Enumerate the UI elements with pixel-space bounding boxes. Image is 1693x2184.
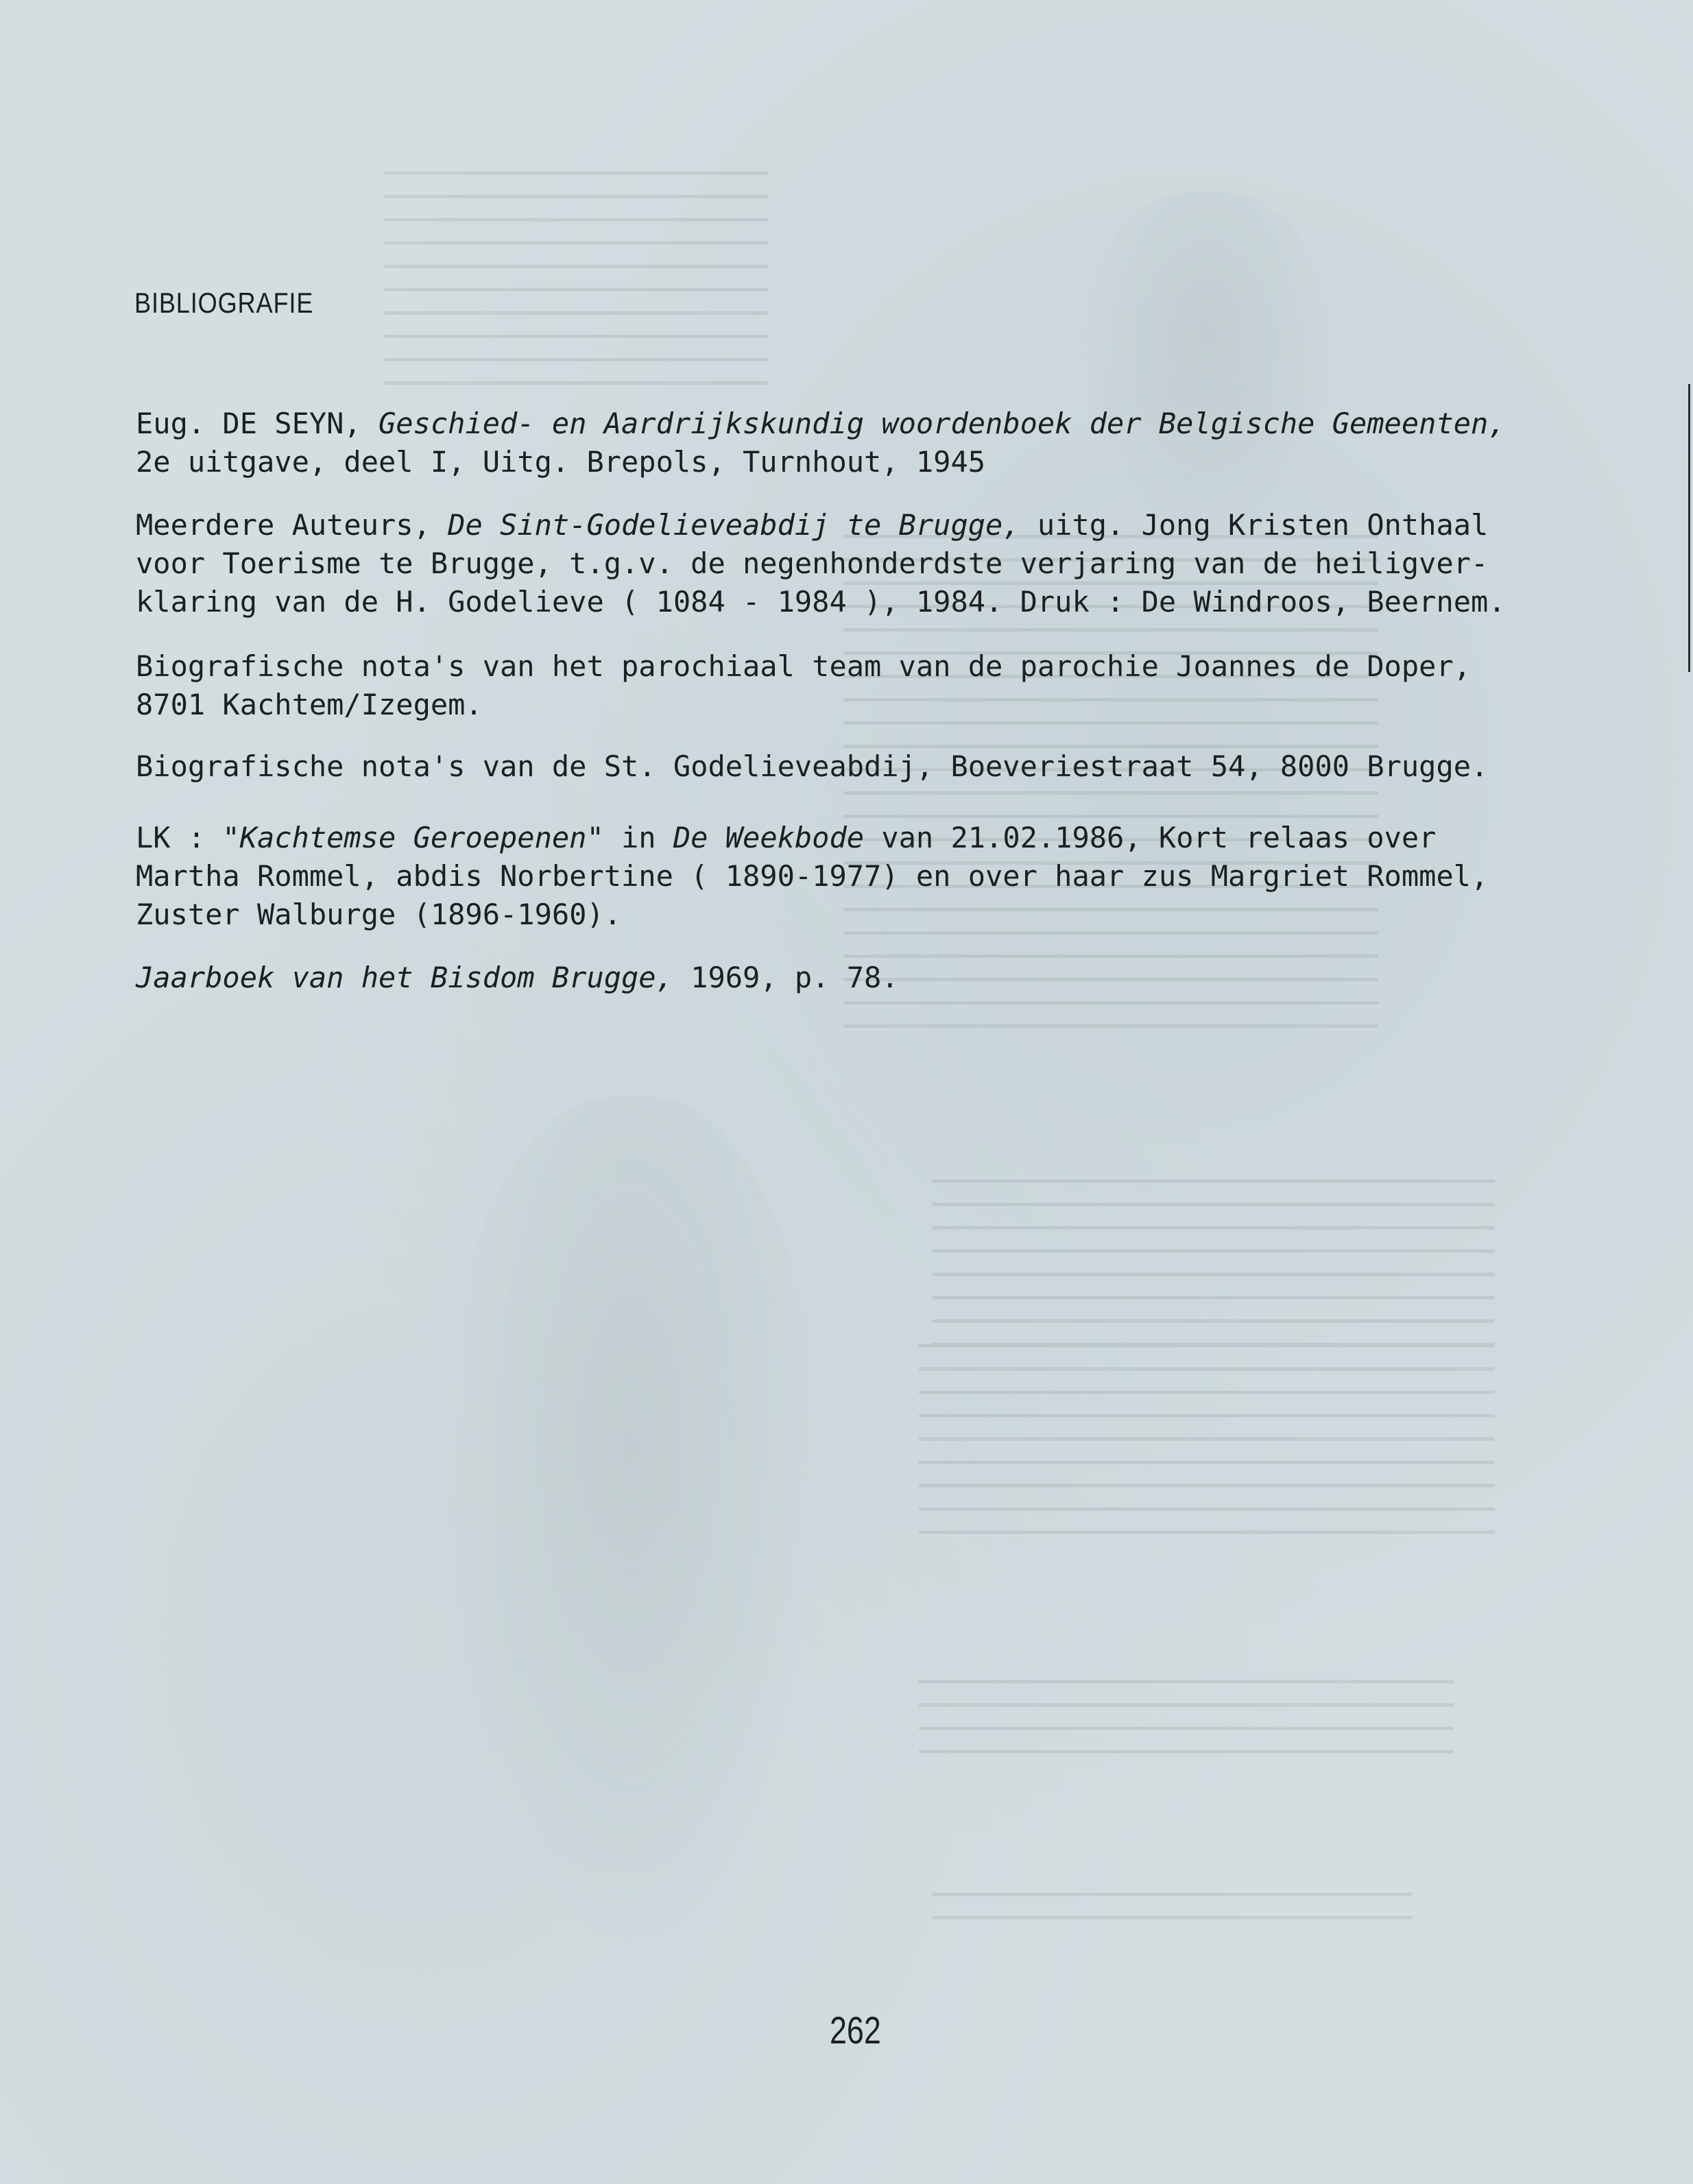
bibliography-entry [136, 647, 1507, 724]
page-heading: BIBLIOGRAFIE [134, 287, 314, 319]
entry-line: Jaarboek van het Bisdom Brugge, 1969, p. 78. [136, 961, 899, 994]
entry-line: 2e uitgave, deel I, Uitg. Brepols, Turnhout, 1945 [136, 445, 986, 479]
title-italic: De Sint-Godelieveabdij te Brugge, [448, 508, 1020, 542]
entry-line: LK : "Kachtemse Geroepenen" in De Weekbode van 21.02.1986, Kort relaas over [136, 821, 1437, 854]
entry-line: Meerdere Auteurs, De Sint-Godelieveabdij te Brugge, uitg. Jong Kristen Onthaal [136, 508, 1489, 542]
entry-line: voor Toerisme te Brugge, t.g.v. de negenhonderdste verjaring van de heiligver- [136, 547, 1489, 580]
bibliography-entry [136, 959, 1507, 997]
entry-line: 8701 Kachtem/Izegem. [136, 688, 483, 721]
bibliography-entry [136, 819, 1507, 934]
periodical-italic: De Weekbode [673, 821, 865, 854]
bibliography-entry [136, 405, 1507, 481]
entry-line: Eug. DE SEYN, Geschied- en Aardrijkskundig woordenboek der Belgische Gemeenten, [136, 407, 1506, 440]
entry-line: Zuster Walburge (1896-1960). [136, 898, 622, 931]
entry-line: Biografische nota's van de St. Godelieveabdij, Boeveriestraat 54, 8000 Brugge. [136, 749, 1489, 783]
title-italic: Jaarboek van het Bisdom Brugge, [136, 961, 673, 994]
title-italic: Kachtemse Geroepenen [239, 821, 587, 854]
scan-edge-line [1688, 384, 1690, 672]
entry-line: klaring van de H. Godelieve ( 1084 - 1984 ), 1984. Druk : De Windroos, Beernem. [136, 585, 1506, 619]
bibliography-entry [136, 747, 1507, 786]
title-italic: Geschied- en Aardrijkskundig woordenboek der Belgische Gemeenten, [379, 407, 1506, 440]
entry-line: Biografische nota's van het parochiaal team van de parochie Joannes de Doper, [136, 649, 1472, 683]
entry-line: Martha Rommel, abdis Norbertine ( 1890-1977) en over haar zus Margriet Rommel, [136, 859, 1489, 893]
bibliography-entry [136, 506, 1507, 621]
page-number: 262 [830, 2008, 881, 2052]
